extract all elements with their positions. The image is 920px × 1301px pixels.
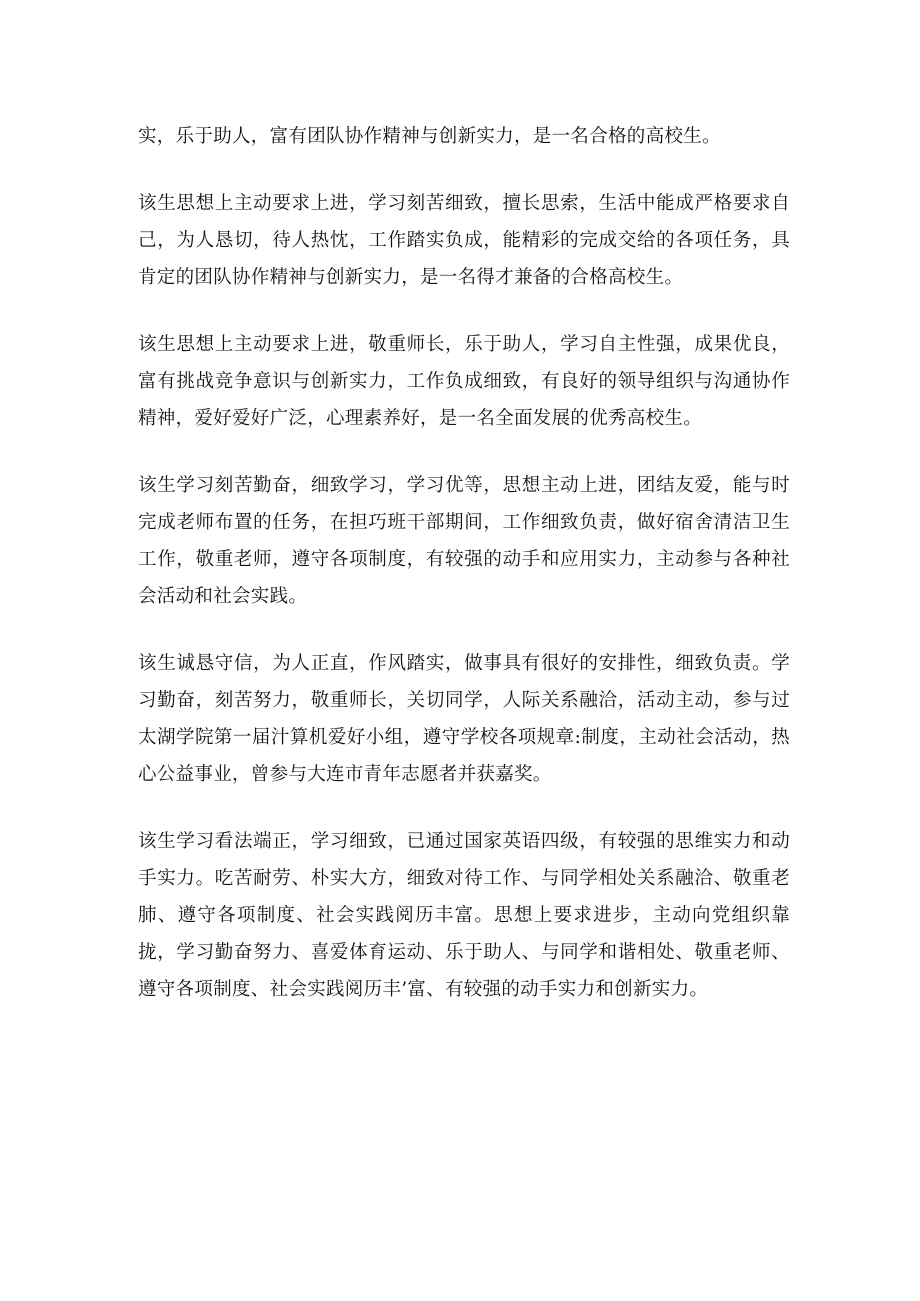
paragraph: 该生思想上主动要求上进，学习刻苦细致，擅长思索，生活中能成严格要求自己，为人恳切，待人热忱，工作踏实负成，能精彩的完成交给的各项任务，具肯定的团队协作精神与创新实力，是一名得才兼备的合格高校生。	[138, 193, 790, 288]
paragraph: 该生学习看法端正，学习细致，已通过国家英语四级，有较强的思维实力和动手实力。吃苦耐劳、朴实大方，细致对待工作、与同学相处关系融洽、敬重老肺、遵守各项制度、社会实践阅历丰富。思想上要求进步，主动向党组织靠拢，学习勤奋努力、喜爱体育运动、乐于助人、与同学和谐相处、敬重老师、遵守各项制度、社会实践阅历丰’富、有较强的动手实力和创新实力。	[138, 831, 790, 1000]
paragraph: 实，乐于助人，富有团队协作精神与创新实力，是一名合格的高校生。	[138, 126, 721, 147]
paragraph: 该生学习刻苦勤奋，细致学习，学习优等，思想主动上进，团结友爱，能与时完成老师布置的任务，在担巧班干部期间，工作细致负责，做好宿舍清洁卫生工作，敬重老师，遵守各项制度，有较强的动手和应用实力，主动参与各种社会活动和社会实践。	[138, 475, 790, 607]
document-body	[138, 118, 790, 1038]
paragraph: 该生诚恳守信，为人正直，作风踏实，做事具有很好的安排性，细致负责。学习勤奋，刻苦努力，敬重师长，关切同学，人际关系融洽，活动主动，参与过太湖学院第一届汁算机爱好小组，遵守学校各项规章:制度，主动社会活动，热心公益事业，曾参与大连市青年志愿者并获嘉奖。	[138, 653, 790, 785]
paragraph: 该生思想上主动要求上进，敬重师长，乐于助人，学习自主性强，成果优良，富有挑战竞争意识与创新实力，工作负成细致，有良好的领导组织与沟通协作精神，爱好爱好广泛，心理素养好，是一名全面发展的优秀高校生。	[138, 334, 790, 429]
